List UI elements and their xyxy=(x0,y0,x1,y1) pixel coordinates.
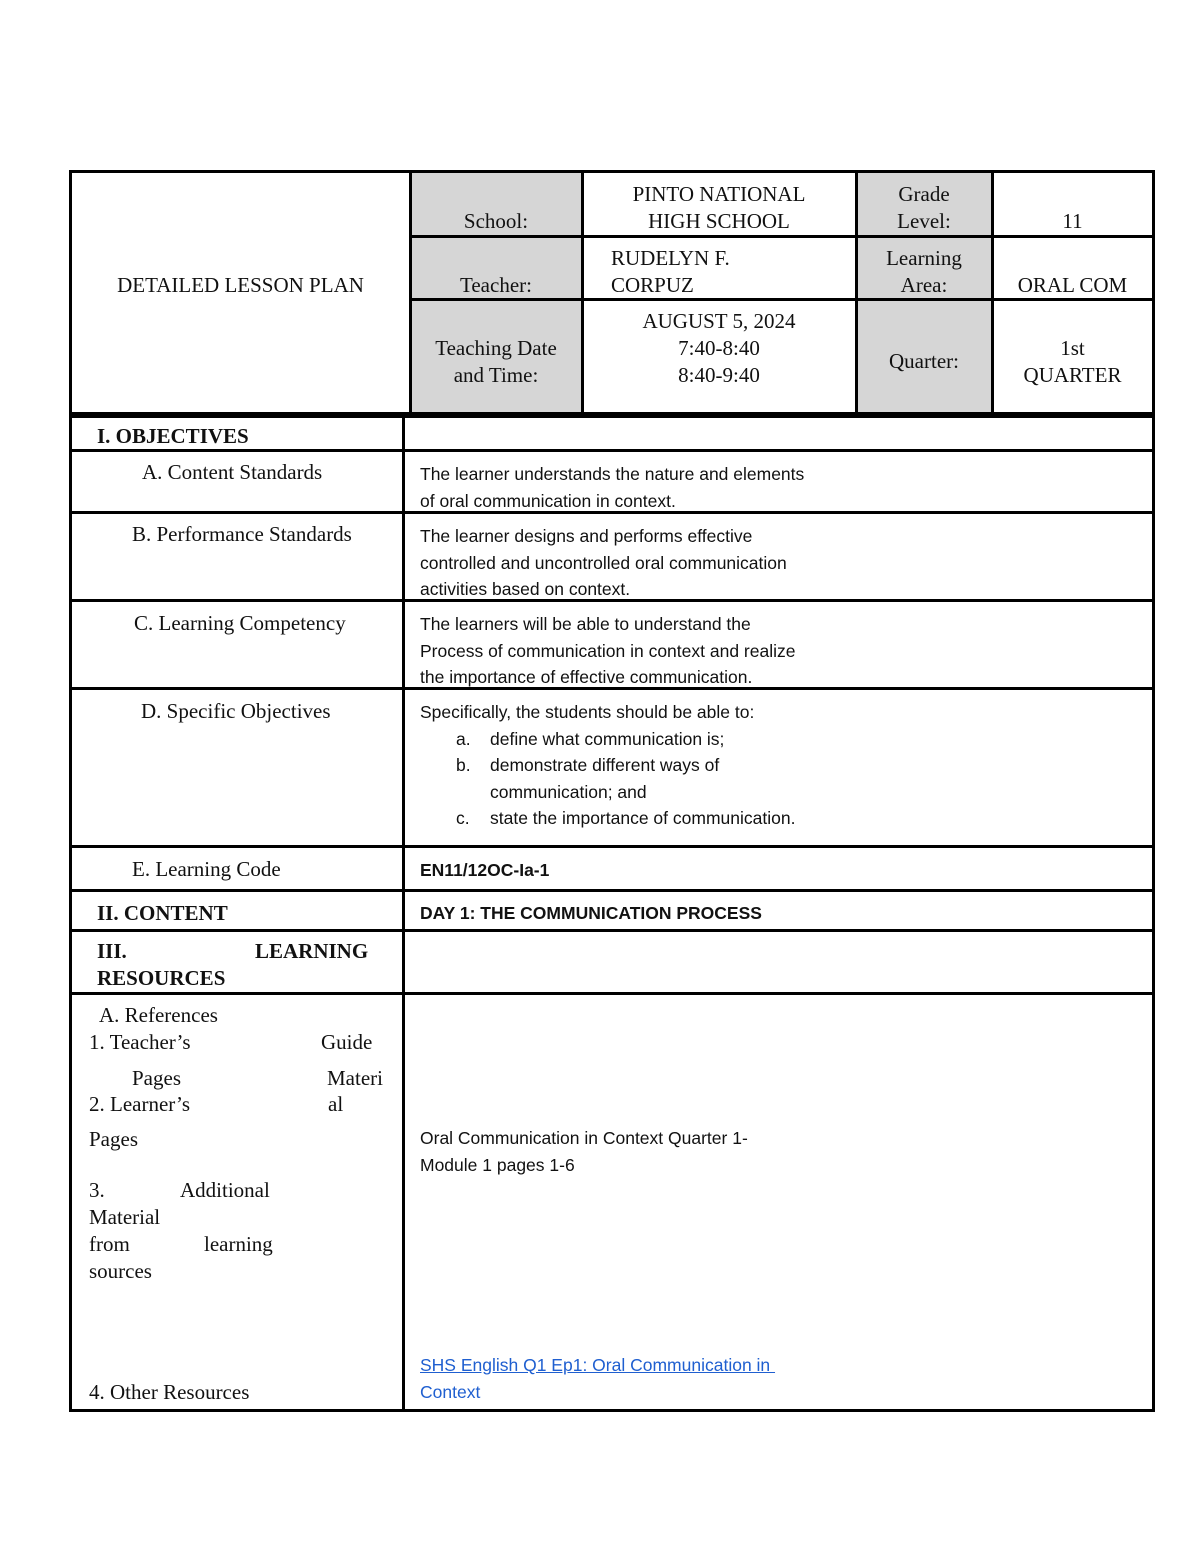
teacher-label: Teacher: xyxy=(460,273,532,297)
learning-area-label: Learning Area: xyxy=(886,246,962,297)
additional-material-label-4: from xyxy=(89,1232,130,1256)
other-resources-link[interactable]: SHS English Q1 Ep1: Oral Communication in Context xyxy=(420,1355,776,1402)
list-item: c. state the importance of communication. xyxy=(456,808,796,828)
teaching-time-2: 8:40-9:40 xyxy=(678,363,760,387)
content-value: DAY 1: THE COMMUNICATION PROCESS xyxy=(420,903,762,923)
list-item: a. define what communication is; xyxy=(456,728,725,749)
list-item: b. demonstrate different ways of communication; and xyxy=(456,755,720,802)
teaching-time-1: 7:40-8:40 xyxy=(678,336,760,360)
teachers-guide-label: 1. Teacher’s xyxy=(89,1030,191,1054)
quarter-value: 1st QUARTER xyxy=(1023,336,1122,387)
teachers-guide-label-2: Guide xyxy=(321,1030,373,1054)
content-standards-value: The learner understands the nature and elements of oral communication in context. xyxy=(420,464,805,511)
resources-heading-3: RESOURCES xyxy=(97,966,226,990)
additional-material-label-6: sources xyxy=(89,1259,152,1283)
resources-heading-2: LEARNING xyxy=(255,939,369,963)
learning-competency-label: C. Learning Competency xyxy=(134,611,346,635)
learners-material-pages: Pages xyxy=(89,1127,138,1151)
lesson-plan-title: DETAILED LESSON PLAN xyxy=(117,273,364,297)
performance-standards-value: The learner designs and performs effective controlled and uncontrolled oral communication activities based on context. xyxy=(420,526,787,599)
teaching-date-value: AUGUST 5, 2024 xyxy=(642,309,796,333)
lesson-header-table xyxy=(69,170,1155,415)
school-value: PINTO NATIONAL HIGH SCHOOL xyxy=(632,182,806,233)
teacher-value-line1: RUDELYN F. xyxy=(611,246,730,270)
content-standards-label: A. Content Standards xyxy=(142,460,323,484)
teacher-value-line2: CORPUZ xyxy=(611,273,694,297)
specific-objectives-intro: Specifically, the students should be able to: xyxy=(420,702,755,722)
references-label: A. References xyxy=(99,1003,218,1027)
resources-heading-1: III. xyxy=(97,939,127,963)
quarter-label: Quarter: xyxy=(889,349,959,373)
learning-code-value: EN11/12OC-Ia-1 xyxy=(420,860,550,880)
learners-material-value: Oral Communication in Context Quarter 1- Module 1 pages 1-6 xyxy=(420,1128,748,1175)
learning-code-label: E. Learning Code xyxy=(132,857,281,881)
additional-material-label-1: 3. xyxy=(89,1178,105,1202)
specific-objectives-label: D. Specific Objectives xyxy=(141,699,331,723)
teaching-date-label: Teaching Date and Time: xyxy=(435,336,557,387)
other-resources-label: 4. Other Resources xyxy=(89,1380,250,1404)
additional-material-label-2: Additional xyxy=(180,1178,270,1202)
objectives-heading: I. OBJECTIVES xyxy=(97,424,249,448)
additional-material-label-3: Material xyxy=(89,1205,161,1229)
teachers-guide-pages: Pages xyxy=(132,1066,181,1090)
performance-standards-label: B. Performance Standards xyxy=(132,522,352,546)
school-label: School: xyxy=(463,209,529,233)
specific-objectives-value xyxy=(420,699,840,832)
grade-level-value: 11 xyxy=(1062,209,1083,233)
learning-competency-value: The learners will be able to understand the Process of communication in context and realize the importance of effective communication. xyxy=(420,614,796,687)
learners-material-label: 2. Learner’s xyxy=(89,1092,191,1116)
lesson-content-table xyxy=(69,415,1155,1412)
content-heading: II. CONTENT xyxy=(97,901,228,925)
additional-material-label-5: learning xyxy=(204,1232,273,1256)
grade-level-label: Grade Level: xyxy=(897,182,951,233)
learners-material-label-2: Materi xyxy=(327,1066,383,1090)
learners-material-label-3: al xyxy=(328,1092,344,1116)
learning-area-value: ORAL COM xyxy=(1017,273,1128,297)
